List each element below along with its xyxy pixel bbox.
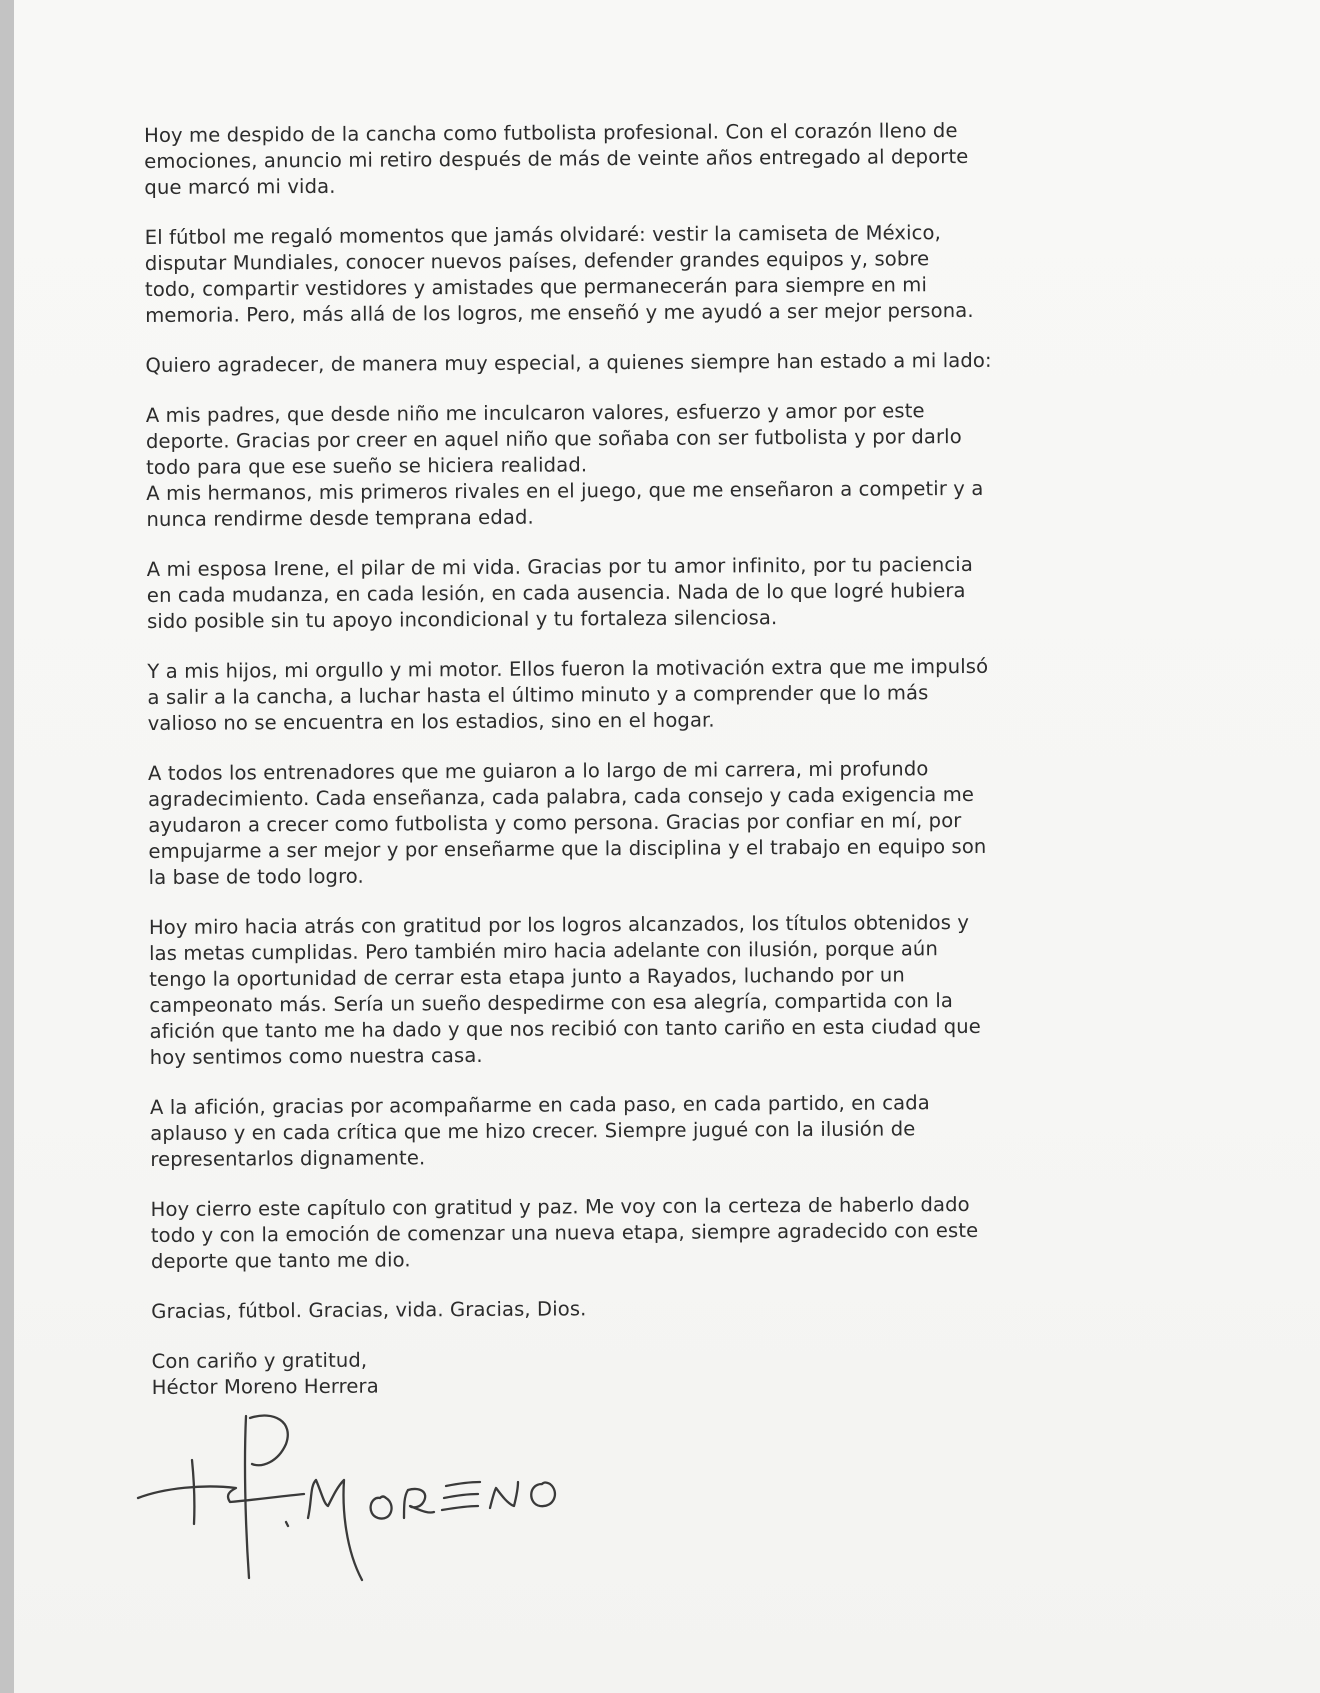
text-line: que marcó mi vida. <box>144 174 336 199</box>
handwritten-signature <box>134 1410 614 1600</box>
paragraph-wife <box>147 551 1047 634</box>
text-line: ayudaron a crecer como futbolista y como persona. Gracias por confiar en mí, por <box>148 809 962 837</box>
text-line: disputar Mundiales, conocer nuevos países, defender grandes equipos y, sobre <box>144 247 930 275</box>
paragraph-children <box>147 653 1047 736</box>
text-line: Hoy miro hacia atrás con gratitud por los logros alcanzados, los títulos obtenidos y <box>148 910 970 939</box>
paragraph-looking-back <box>149 909 1050 1070</box>
paragraph-retirement-announcement <box>144 118 1044 201</box>
text-line: las metas cumplidas. Pero también miro hacia adelante con ilusión, porque aún <box>149 937 939 965</box>
paragraph-gratitude <box>151 1293 1051 1324</box>
text-line: en cada mudanza, en cada lesión, en cada ausencia. Nada de lo que logré hubiera <box>146 578 966 607</box>
text-line: deporte. Gracias por creer en aquel niño que soñaba con ser futbolista y por darlo <box>145 425 962 453</box>
text-line: agradecimiento. Cada enseñanza, cada palabra, cada consejo y cada exigencia me <box>148 782 975 811</box>
text-line: emociones, anuncio mi retiro después de más de veinte años entregado al deporte <box>144 144 969 173</box>
text-line: hoy sentimos como nuestra casa. <box>149 1043 483 1069</box>
text-line: todo y con la emoción de comenzar una nueva etapa, siempre agradecido con este <box>150 1218 979 1247</box>
text-line: valioso no se encuentra en los estadios, sino en el hogar. <box>147 708 715 735</box>
text-line: Hoy me despido de la cancha como futbolista profesional. Con el corazón lleno de <box>144 119 958 147</box>
letter-closing <box>151 1343 1051 1400</box>
text-line: tengo la oportunidad de cerrar esta etapa junto a Rayados, luchando por un <box>149 963 905 991</box>
text-line: afición que tanto me ha dado y que nos recibió con tanto cariño en esta ciudad que <box>149 1014 981 1043</box>
text-line: representarlos dignamente. <box>150 1146 426 1171</box>
paragraph-thanks-intro <box>145 347 1045 378</box>
paragraph-siblings <box>146 475 1046 532</box>
text-line: nunca rendirme desde temprana edad. <box>146 505 534 531</box>
text-line: A la afición, gracias por acompañarme en cada paso, en cada partido, en cada <box>149 1091 930 1119</box>
text-line: aplauso y en cada crítica que me hizo crecer. Siempre jugué con la ilusión de <box>150 1117 916 1145</box>
letter-sheet <box>14 0 1320 1693</box>
text-line: empujarme a ser mejor y por enseñarme que la disciplina y el trabajo en equipo son <box>148 834 987 863</box>
paragraph-football-memories <box>145 220 1046 329</box>
text-line: A mi esposa Irene, el pilar de mi vida. Gracias por tu amor infinito, por tu paciencia <box>146 552 973 581</box>
text-line: la base de todo logro. <box>148 864 364 889</box>
text-line: todo, compartir vestidores y amistades que permanecerán para siempre en mi <box>144 273 928 301</box>
closing-salutation: Con cariño y gratitud, <box>151 1348 368 1373</box>
paragraph-closing-chapter <box>151 1191 1051 1274</box>
text-line: sido posible sin tu apoyo incondicional y tu fortaleza silenciosa. <box>146 606 778 633</box>
text-line: Y a mis hijos, mi orgullo y mi motor. Ellos fueron la motivación extra que me impulsó <box>147 654 989 683</box>
paragraph-parents <box>146 397 1046 480</box>
letter-body <box>144 118 1052 1401</box>
text-line: A todos los entrenadores que me guiaron a lo largo de mi carrera, mi profundo <box>147 757 929 785</box>
text-line: Gracias, fútbol. Gracias, vida. Gracias, Dios. <box>151 1297 587 1323</box>
text-line: Hoy cierro este capítulo con gratitud y paz. Me voy con la certeza de haberlo dado <box>150 1192 970 1221</box>
text-line: todo para que ese sueño se hiciera realidad. <box>146 453 588 479</box>
text-line: memoria. Pero, más allá de los logros, me enseñó y me ayudó a ser mejor persona. <box>145 298 974 327</box>
text-line: A mis hermanos, mis primeros rivales en el juego, que me enseñaron a competir y a <box>146 476 984 505</box>
text-line: El fútbol me regaló momentos que jamás olvidaré: vestir la camiseta de México, <box>144 221 941 249</box>
paragraph-fans <box>150 1089 1050 1172</box>
paragraph-coaches <box>148 755 1049 890</box>
text-line: A mis padres, que desde niño me inculcaron valores, esfuerzo y amor por este <box>145 399 925 427</box>
text-line: campeonato más. Sería un sueño despedirme con esa alegría, compartida con la <box>149 989 954 1017</box>
signer-name: Héctor Moreno Herrera <box>151 1374 379 1399</box>
page-left-border <box>0 0 14 1693</box>
text-line: a salir a la cancha, a luchar hasta el último minuto y a comprender que lo más <box>147 681 929 709</box>
text-line: deporte que tanto me dio. <box>150 1248 411 1273</box>
text-line: Quiero agradecer, de manera muy especial, a quienes siempre han estado a mi lado: <box>145 348 992 377</box>
